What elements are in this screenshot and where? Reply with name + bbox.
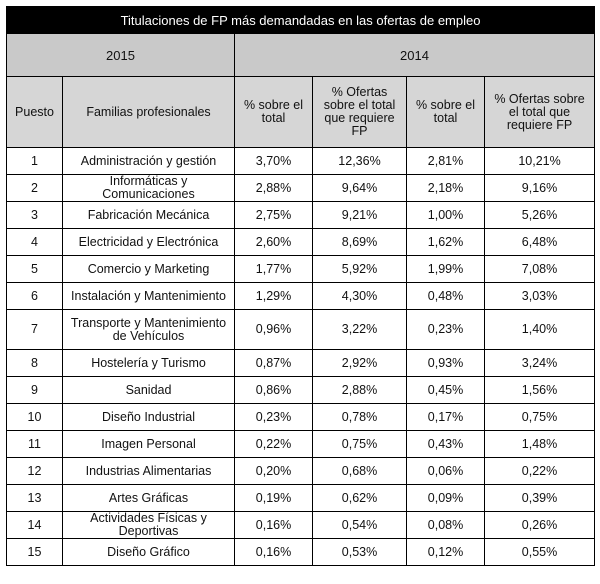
cell-pct-ofertas-2015: 5,92% (313, 256, 407, 283)
cell-pct-ofertas-2015: 2,92% (313, 350, 407, 377)
cell-pct-ofertas-2015: 12,36% (313, 148, 407, 175)
cell-pct-total-2014: 0,12% (407, 539, 485, 566)
cell-familia: Administración y gestión (63, 148, 235, 175)
cell-pct-ofertas-2014: 3,03% (485, 283, 595, 310)
cell-pct-total-2015: 3,70% (235, 148, 313, 175)
cell-pct-total-2014: 0,06% (407, 458, 485, 485)
cell-puesto: 4 (7, 229, 63, 256)
table-row (7, 283, 595, 310)
table-title: Titulaciones de FP más demandadas en las ofertas de empleo (7, 7, 595, 34)
col-header-familias: Familias profesionales (63, 77, 235, 148)
cell-pct-total-2015: 1,29% (235, 283, 313, 310)
cell-pct-ofertas-2014: 0,26% (485, 512, 595, 539)
cell-pct-ofertas-2014: 5,26% (485, 202, 595, 229)
cell-pct-ofertas-2015: 0,68% (313, 458, 407, 485)
cell-puesto: 5 (7, 256, 63, 283)
table-row (7, 539, 595, 566)
cell-pct-ofertas-2015: 9,21% (313, 202, 407, 229)
cell-pct-total-2015: 0,86% (235, 377, 313, 404)
cell-pct-total-2014: 0,09% (407, 485, 485, 512)
cell-pct-total-2015: 2,75% (235, 202, 313, 229)
cell-pct-total-2015: 2,60% (235, 229, 313, 256)
cell-pct-ofertas-2014: 1,48% (485, 431, 595, 458)
cell-pct-ofertas-2015: 3,22% (313, 310, 407, 350)
cell-puesto: 14 (7, 512, 63, 539)
cell-pct-total-2015: 0,16% (235, 512, 313, 539)
cell-pct-total-2014: 1,00% (407, 202, 485, 229)
cell-pct-ofertas-2015: 4,30% (313, 283, 407, 310)
cell-puesto: 12 (7, 458, 63, 485)
cell-pct-ofertas-2014: 3,24% (485, 350, 595, 377)
cell-pct-ofertas-2014: 1,40% (485, 310, 595, 350)
table-row (7, 377, 595, 404)
table-row (7, 404, 595, 431)
cell-pct-total-2014: 1,62% (407, 229, 485, 256)
cell-familia: Diseño Gráfico (63, 539, 235, 566)
cell-familia: Sanidad (63, 377, 235, 404)
cell-pct-ofertas-2014: 6,48% (485, 229, 595, 256)
year-2014-header: 2014 (235, 34, 595, 77)
cell-familia: Informáticas y Comunicaciones (63, 175, 235, 202)
cell-pct-ofertas-2015: 0,75% (313, 431, 407, 458)
cell-pct-total-2014: 0,08% (407, 512, 485, 539)
cell-pct-total-2014: 0,48% (407, 283, 485, 310)
cell-pct-ofertas-2014: 0,55% (485, 539, 595, 566)
table-row (7, 310, 595, 350)
cell-familia: Transporte y Mantenimiento de Vehículos (63, 310, 235, 350)
table-row (7, 431, 595, 458)
col-header-pct-ofertas-2014: % Ofertas sobre el total que requiere FP (485, 77, 595, 148)
cell-pct-ofertas-2014: 0,39% (485, 485, 595, 512)
table-row (7, 458, 595, 485)
cell-pct-total-2015: 0,22% (235, 431, 313, 458)
cell-pct-total-2014: 0,45% (407, 377, 485, 404)
cell-pct-ofertas-2015: 2,88% (313, 377, 407, 404)
cell-puesto: 13 (7, 485, 63, 512)
cell-pct-ofertas-2014: 0,75% (485, 404, 595, 431)
cell-pct-total-2014: 0,17% (407, 404, 485, 431)
cell-pct-ofertas-2014: 9,16% (485, 175, 595, 202)
cell-puesto: 1 (7, 148, 63, 175)
cell-pct-total-2015: 2,88% (235, 175, 313, 202)
cell-pct-ofertas-2015: 9,64% (313, 175, 407, 202)
cell-pct-total-2014: 0,43% (407, 431, 485, 458)
cell-pct-ofertas-2015: 8,69% (313, 229, 407, 256)
cell-pct-ofertas-2015: 0,53% (313, 539, 407, 566)
cell-pct-ofertas-2015: 0,62% (313, 485, 407, 512)
cell-pct-ofertas-2014: 1,56% (485, 377, 595, 404)
cell-puesto: 6 (7, 283, 63, 310)
cell-familia: Actividades Físicas y Deportivas (63, 512, 235, 539)
cell-puesto: 9 (7, 377, 63, 404)
col-header-pct-total-2014: % sobre el total (407, 77, 485, 148)
cell-puesto: 11 (7, 431, 63, 458)
cell-pct-total-2014: 2,18% (407, 175, 485, 202)
col-header-pct-total-2015: % sobre el total (235, 77, 313, 148)
table-row (7, 512, 595, 539)
cell-pct-ofertas-2015: 0,54% (313, 512, 407, 539)
cell-pct-total-2015: 0,87% (235, 350, 313, 377)
table-body (7, 148, 595, 566)
cell-pct-ofertas-2014: 0,22% (485, 458, 595, 485)
fp-demand-table (6, 6, 595, 566)
table-row (7, 202, 595, 229)
year-2015-header: 2015 (7, 34, 235, 77)
cell-familia: Instalación y Mantenimiento (63, 283, 235, 310)
cell-pct-ofertas-2014: 10,21% (485, 148, 595, 175)
table-row (7, 148, 595, 175)
cell-familia: Imagen Personal (63, 431, 235, 458)
col-header-pct-ofertas-2015: % Ofertas sobre el total que requiere FP (313, 77, 407, 148)
cell-pct-total-2015: 0,20% (235, 458, 313, 485)
table-row (7, 229, 595, 256)
cell-familia: Industrias Alimentarias (63, 458, 235, 485)
cell-pct-total-2015: 0,16% (235, 539, 313, 566)
cell-familia: Fabricación Mecánica (63, 202, 235, 229)
cell-pct-total-2014: 2,81% (407, 148, 485, 175)
cell-pct-ofertas-2015: 0,78% (313, 404, 407, 431)
cell-familia: Comercio y Marketing (63, 256, 235, 283)
cell-pct-total-2015: 0,96% (235, 310, 313, 350)
cell-pct-ofertas-2014: 7,08% (485, 256, 595, 283)
table-row (7, 256, 595, 283)
table-row (7, 350, 595, 377)
cell-familia: Hostelería y Turismo (63, 350, 235, 377)
cell-pct-total-2014: 0,93% (407, 350, 485, 377)
cell-puesto: 15 (7, 539, 63, 566)
cell-puesto: 7 (7, 310, 63, 350)
cell-pct-total-2015: 0,19% (235, 485, 313, 512)
cell-puesto: 2 (7, 175, 63, 202)
table-row (7, 485, 595, 512)
cell-puesto: 3 (7, 202, 63, 229)
cell-familia: Diseño Industrial (63, 404, 235, 431)
cell-pct-total-2014: 0,23% (407, 310, 485, 350)
cell-familia: Electricidad y Electrónica (63, 229, 235, 256)
cell-pct-total-2015: 0,23% (235, 404, 313, 431)
col-header-puesto: Puesto (7, 77, 63, 148)
cell-puesto: 10 (7, 404, 63, 431)
cell-familia: Artes Gráficas (63, 485, 235, 512)
table-row (7, 175, 595, 202)
cell-puesto: 8 (7, 350, 63, 377)
cell-pct-total-2014: 1,99% (407, 256, 485, 283)
cell-pct-total-2015: 1,77% (235, 256, 313, 283)
